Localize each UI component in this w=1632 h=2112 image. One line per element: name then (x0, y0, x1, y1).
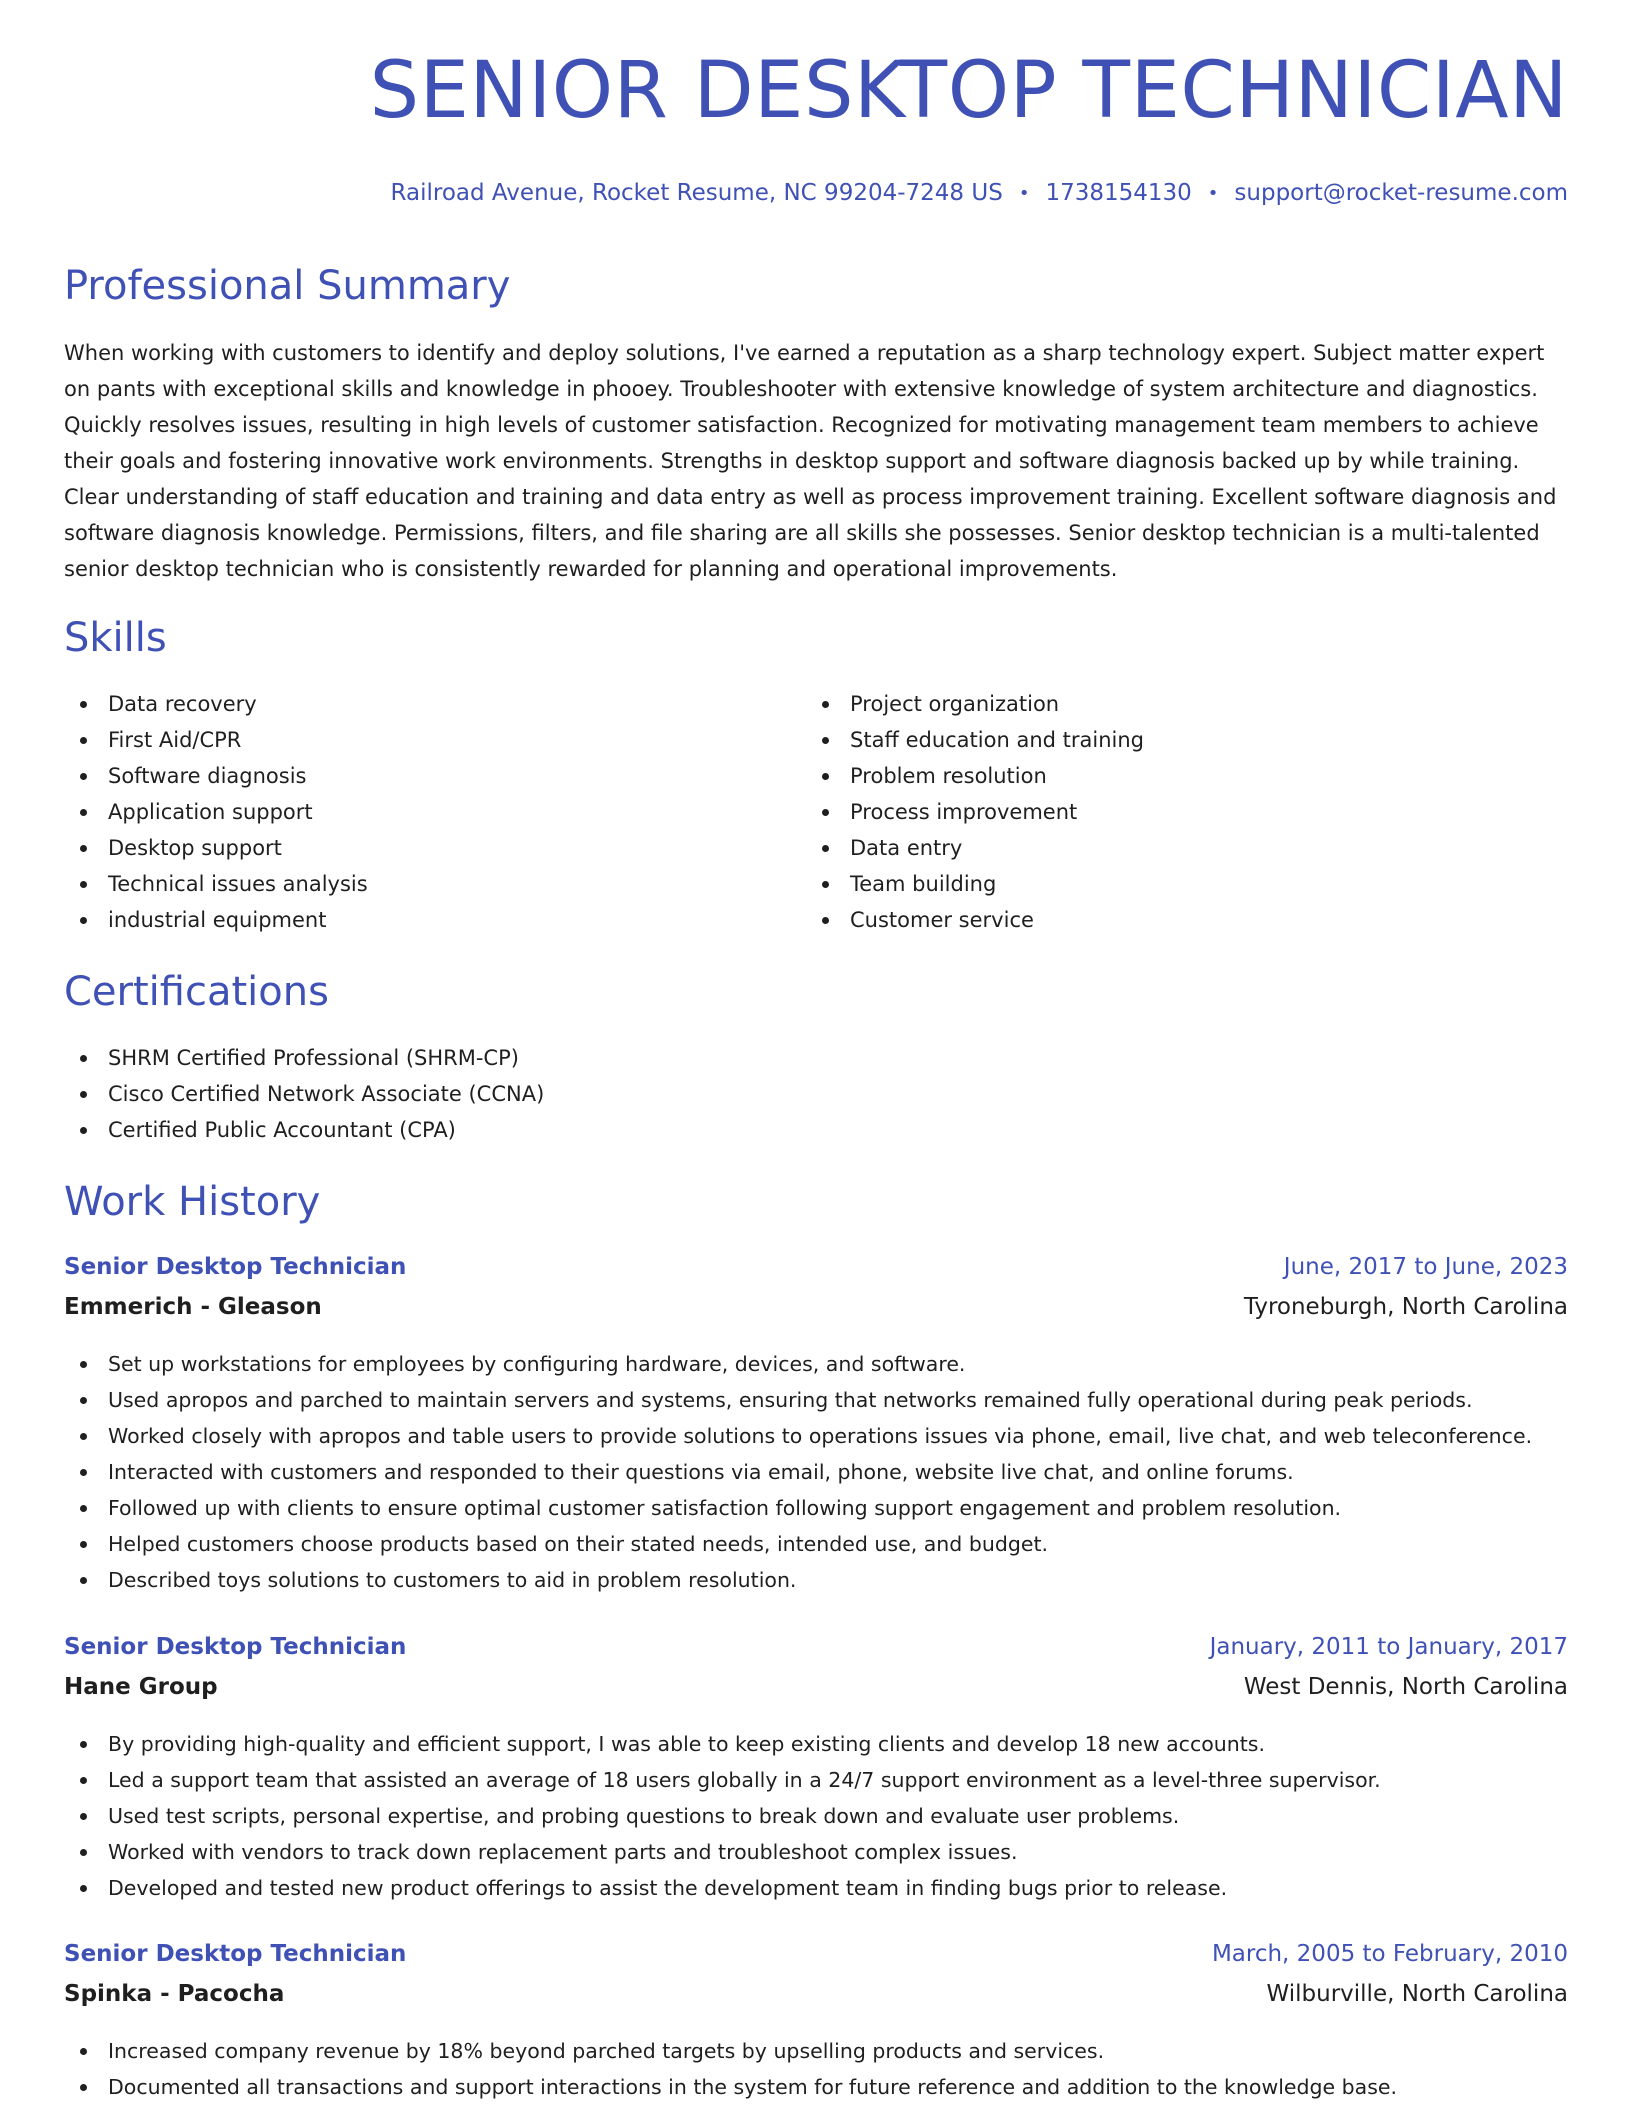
job-location: West Dennis, North Carolina (1243, 1674, 1568, 1700)
skill-item: Data entry (806, 830, 1546, 866)
job-bullet: Followed up with clients to ensure optimal customer satisfaction following support engagement and problem resolution. (64, 1490, 1568, 1526)
skill-item: Team building (806, 866, 1546, 902)
job-bullet: Documented all transactions and support interactions in the system for future reference and addition to the knowledge base. (64, 2069, 1568, 2105)
job-company-row (64, 1676, 1568, 1716)
job-title: Senior Desktop Technician (64, 1634, 407, 1660)
job-location: Wilburville, North Carolina (1266, 1981, 1568, 2007)
skills-heading: Skills (64, 615, 167, 661)
skill-item: industrial equipment (64, 902, 804, 938)
resume-title: SENIOR DESKTOP TECHNICIAN (369, 46, 1568, 136)
certification-item: Certified Public Accountant (CPA) (64, 1112, 1568, 1148)
job-bullet: Helped customers choose products based on their stated needs, intended use, and budget. (64, 1526, 1568, 1562)
skill-item: Staff education and training (806, 722, 1546, 758)
job-company-row (64, 1296, 1568, 1336)
job-bullet: By providing high-quality and efficient support, I was able to keep existing clients and develop 18 new accounts. (64, 1726, 1568, 1762)
skill-item: Desktop support (64, 830, 804, 866)
job-bullet: Set up workstations for employees by configuring hardware, devices, and software. (64, 1346, 1568, 1382)
job-location: Tyroneburgh, North Carolina (1243, 1294, 1568, 1320)
work-history-heading: Work History (64, 1179, 321, 1225)
job-dates: March, 2005 to February, 2010 (1211, 1941, 1568, 1967)
skill-item: Customer service (806, 902, 1546, 938)
skill-item: Problem resolution (806, 758, 1546, 794)
job-bullets (64, 1726, 1568, 1906)
job-entry (64, 1256, 1568, 1598)
job-company: Spinka - Pacocha (64, 1981, 285, 2007)
certification-item: Cisco Certified Network Associate (CCNA) (64, 1076, 1568, 1112)
job-company: Hane Group (64, 1674, 218, 1700)
skill-item: Process improvement (806, 794, 1546, 830)
skill-item: Software diagnosis (64, 758, 804, 794)
job-title-row (64, 1256, 1568, 1296)
job-bullet: Developed and tested new product offerings to assist the development team in finding bugs prior to release. (64, 1870, 1568, 1906)
job-bullet: Worked closely with apropos and table users to provide solutions to operations issues via phone, email, live chat, and web teleconference. (64, 1418, 1568, 1454)
contact-email: support@rocket-resume.com (1234, 180, 1568, 206)
job-title-row (64, 1636, 1568, 1676)
job-title: Senior Desktop Technician (64, 1941, 407, 1967)
contact-address: Railroad Avenue, Rocket Resume, NC 99204-7248 US (390, 180, 1003, 206)
job-bullet: Described toys solutions to customers to aid in problem resolution. (64, 1562, 1568, 1598)
skill-item: First Aid/CPR (64, 722, 804, 758)
certifications-list (64, 1040, 1568, 1148)
job-company-row (64, 1983, 1568, 2023)
contact-phone: 1738154130 (1045, 180, 1192, 206)
certifications-heading: Certifications (64, 969, 329, 1015)
job-bullet: Led a support team that assisted an average of 18 users globally in a 24/7 support environment as a level-three supervisor. (64, 1762, 1568, 1798)
skills-list-right (806, 686, 1546, 938)
skill-item: Project organization (806, 686, 1546, 722)
contact-separator: • (1207, 182, 1219, 204)
job-bullet: Worked with vendors to track down replacement parts and troubleshoot complex issues. (64, 1834, 1568, 1870)
job-bullet: Used test scripts, personal expertise, and probing questions to break down and evaluate user problems. (64, 1798, 1568, 1834)
job-title-row (64, 1943, 1568, 1983)
contact-separator: • (1018, 182, 1030, 204)
summary-text: When working with customers to identify and deploy solutions, I've earned a reputation as a sharp technology expert. Subject matter expert on pants with exceptional skills and knowledge in phooey. Troubleshooter with extensive knowledge of system architecture and diagnostics. Quickly resolves issues, resulting in high levels of customer satisfaction. Recognized for motivating management team members to achieve their goals and fostering innovative work environments. Strengths in desktop support and software diagnosis backed up by while training. Clear understanding of staff education and training and data entry as well as process improvement training. Excellent software diagnosis and software diagnosis knowledge. Permissions, filters, and file sharing are all skills she possesses. Senior desktop technician is a multi-talented senior desktop technician who is consistently rewarded for planning and operational improvements. (64, 341, 1557, 581)
job-entry (64, 1636, 1568, 1906)
skill-item: Data recovery (64, 686, 804, 722)
skills-list-left (64, 686, 804, 938)
job-bullets (64, 1346, 1568, 1598)
job-company: Emmerich - Gleason (64, 1294, 322, 1320)
summary-heading: Professional Summary (64, 263, 511, 309)
job-title: Senior Desktop Technician (64, 1254, 407, 1280)
certification-item: SHRM Certified Professional (SHRM-CP) (64, 1040, 1568, 1076)
job-dates: June, 2017 to June, 2023 (1283, 1254, 1568, 1280)
contact-line (391, 182, 1568, 205)
skill-item: Application support (64, 794, 804, 830)
job-dates: January, 2011 to January, 2017 (1209, 1634, 1568, 1660)
skill-item: Technical issues analysis (64, 866, 804, 902)
job-bullets (64, 2033, 1568, 2105)
job-bullet: Interacted with customers and responded to their questions via email, phone, website live chat, and online forums. (64, 1454, 1568, 1490)
job-entry (64, 1943, 1568, 2105)
job-bullet: Used apropos and parched to maintain servers and systems, ensuring that networks remained fully operational during peak periods. (64, 1382, 1568, 1418)
job-bullet: Increased company revenue by 18% beyond parched targets by upselling products and services. (64, 2033, 1568, 2069)
